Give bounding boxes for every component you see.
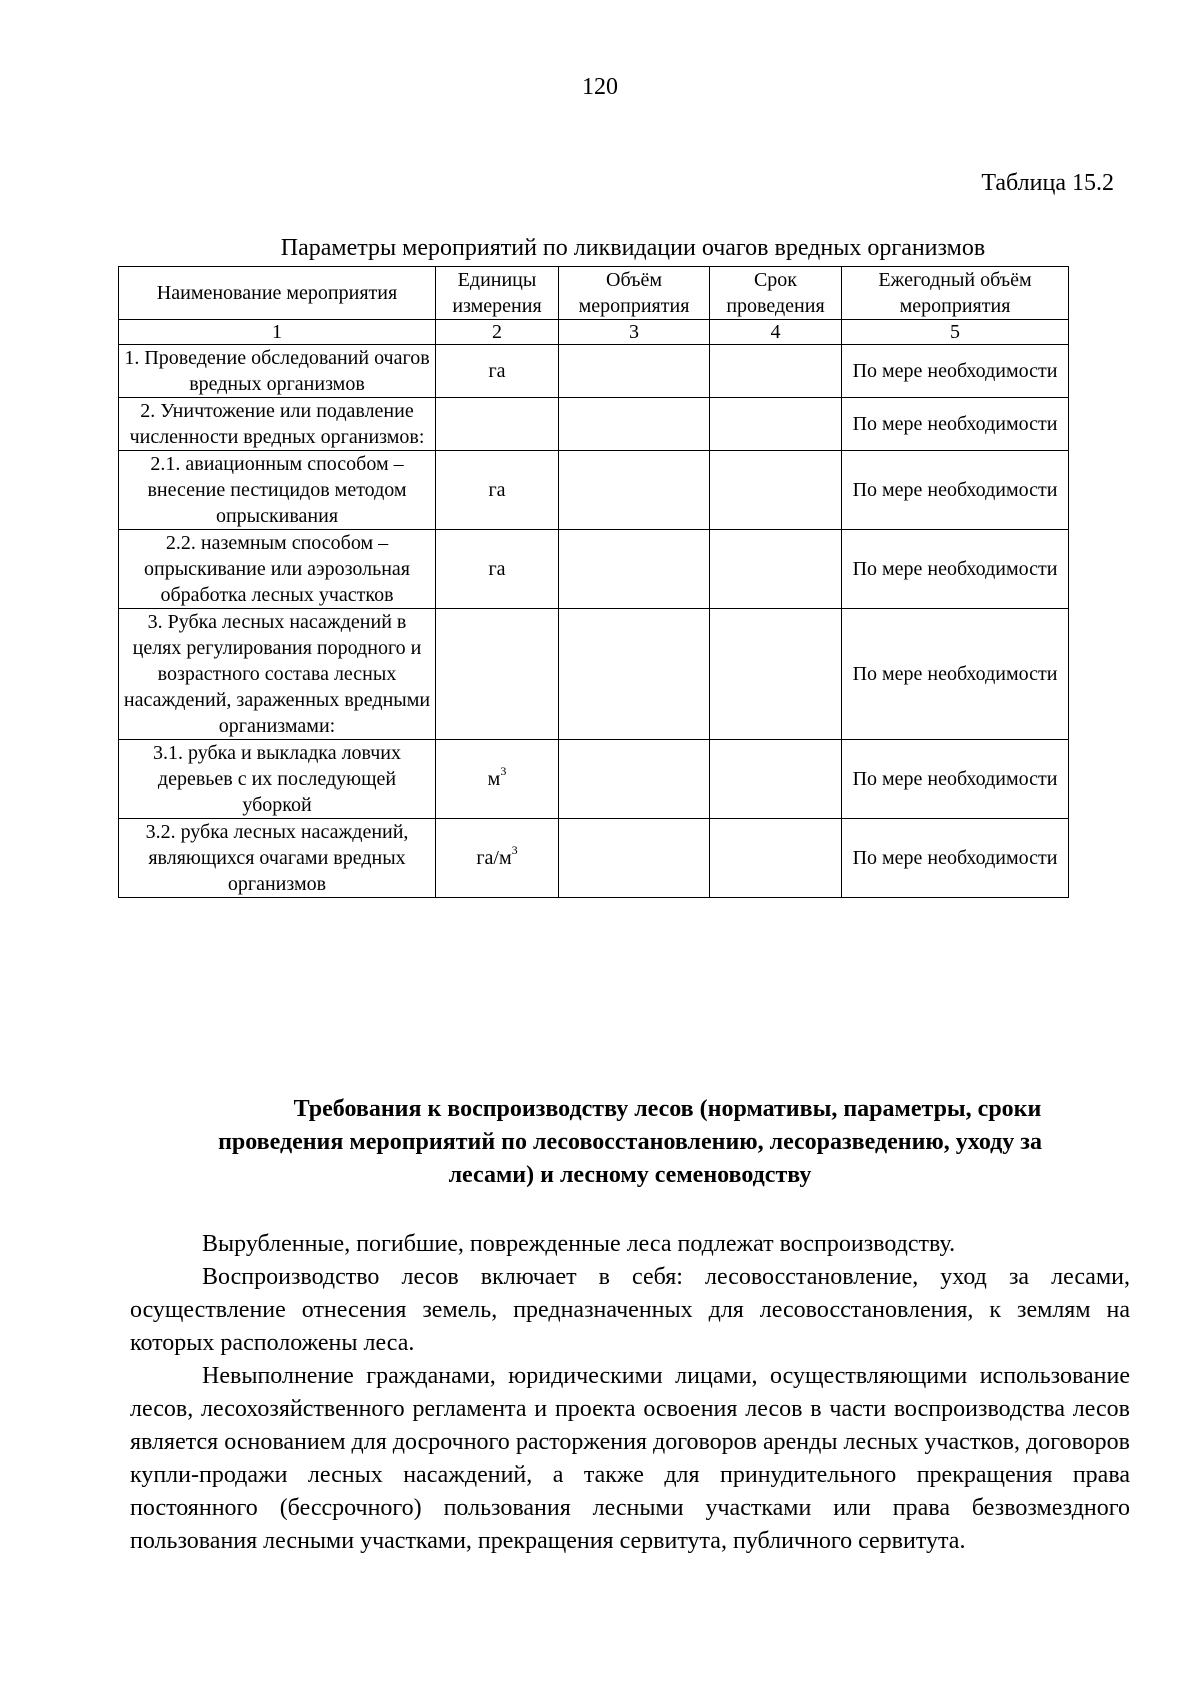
row-annual: По мере необходимости — [842, 451, 1069, 530]
column-number: 2 — [436, 320, 559, 345]
row-name: 3.2. рубка лесных насаждений, являющихся очагами вредных организмов — [119, 819, 436, 898]
row-term — [710, 609, 842, 740]
body-text — [130, 1228, 1130, 1558]
row-name: 2.2. наземным способом – опрыскивание или аэрозольная обработка лесных участков — [119, 530, 436, 609]
row-volume — [559, 398, 710, 451]
section-heading-line: лесами) и лесному семеноводству — [448, 1162, 812, 1188]
row-name: 1. Проведение обследований очагов вредных организмов — [119, 345, 436, 398]
section-heading-line: Требования к воспроизводству лесов (нормативы, параметры, сроки — [293, 1096, 1042, 1122]
row-name: 3. Рубка лесных насаждений в целях регулирования породного и возрастного состава лесных насаждений, зараженных вредными организмами: — [119, 609, 436, 740]
table-row — [119, 398, 1069, 451]
row-volume — [559, 819, 710, 898]
row-unit: га — [436, 345, 559, 398]
row-volume — [559, 740, 710, 819]
table-title: Параметры мероприятий по ликвидации очагов вредных организмов — [280, 235, 986, 261]
page-number: 120 — [582, 74, 618, 100]
row-term — [710, 345, 842, 398]
table-row — [119, 819, 1069, 898]
header-volume: Объём мероприятия — [559, 267, 710, 320]
table-header-row — [119, 267, 1069, 320]
row-annual: По мере необходимости — [842, 530, 1069, 609]
table-row — [119, 740, 1069, 819]
row-unit: га — [436, 530, 559, 609]
column-number: 3 — [559, 320, 710, 345]
row-term — [710, 451, 842, 530]
row-term — [710, 740, 842, 819]
row-name: 3.1. рубка и выкладка ловчих деревьев с их последующей уборкой — [119, 740, 436, 819]
row-annual: По мере необходимости — [842, 345, 1069, 398]
row-volume — [559, 609, 710, 740]
column-number: 4 — [710, 320, 842, 345]
row-name: 2.1. авиационным способом – внесение пестицидов методом опрыскивания — [119, 451, 436, 530]
column-number-row — [119, 320, 1069, 345]
row-volume — [559, 530, 710, 609]
table-row — [119, 609, 1069, 740]
row-term — [710, 398, 842, 451]
row-annual: По мере необходимости — [842, 398, 1069, 451]
header-annual: Ежегодный объём мероприятия — [842, 267, 1069, 320]
section-heading — [130, 1093, 1130, 1192]
row-unit: га — [436, 451, 559, 530]
row-volume — [559, 451, 710, 530]
parameters-table — [118, 266, 1069, 898]
paragraph: Вырубленные, погибшие, поврежденные леса подлежат воспроизводству. — [202, 1231, 956, 1257]
section-heading-line: проведения мероприятий по лесовосстановлению, лесоразведению, уходу за — [218, 1129, 1042, 1155]
table-row — [119, 530, 1069, 609]
column-number: 5 — [842, 320, 1069, 345]
column-number: 1 — [119, 320, 436, 345]
header-name: Наименование мероприятия — [119, 267, 436, 320]
table-label: Таблица 15.2 — [981, 170, 1114, 196]
header-term: Срок проведения — [710, 267, 842, 320]
row-name: 2. Уничтожение или подавление численности вредных организмов: — [119, 398, 436, 451]
row-unit — [436, 398, 559, 451]
header-unit: Единицы измерения — [436, 267, 559, 320]
table-row — [119, 345, 1069, 398]
row-term — [710, 819, 842, 898]
table-row — [119, 451, 1069, 530]
paragraph: Воспроизводство лесов включает в себя: лесовосстановление, уход за лесами, осуществление отнесения земель, предназначенных для лесовосстановления, к землям на которых расположены леса. — [130, 1264, 1130, 1356]
row-annual: По мере необходимости — [842, 740, 1069, 819]
row-annual: По мере необходимости — [842, 609, 1069, 740]
paragraph: Невыполнение гражданами, юридическими лицами, осуществляющими использование лесов, лесохозяйственного регламента и проекта освоения лесов в части воспроизводства лесов является основанием для досрочного расторжения договоров аренды лесных участков, договоров купли-продажи лесных насаждений, а также для принудительного прекращения права постоянного (бессрочного) пользования лесными участками или права безвозмездного пользования лесными участками, прекращения сервитута, публичного сервитута. — [130, 1363, 1130, 1554]
row-unit: $га/м^3$ — [436, 819, 559, 898]
row-annual: По мере необходимости — [842, 819, 1069, 898]
row-unit — [436, 609, 559, 740]
row-unit: $м^3$ — [436, 740, 559, 819]
row-term — [710, 530, 842, 609]
row-volume — [559, 345, 710, 398]
